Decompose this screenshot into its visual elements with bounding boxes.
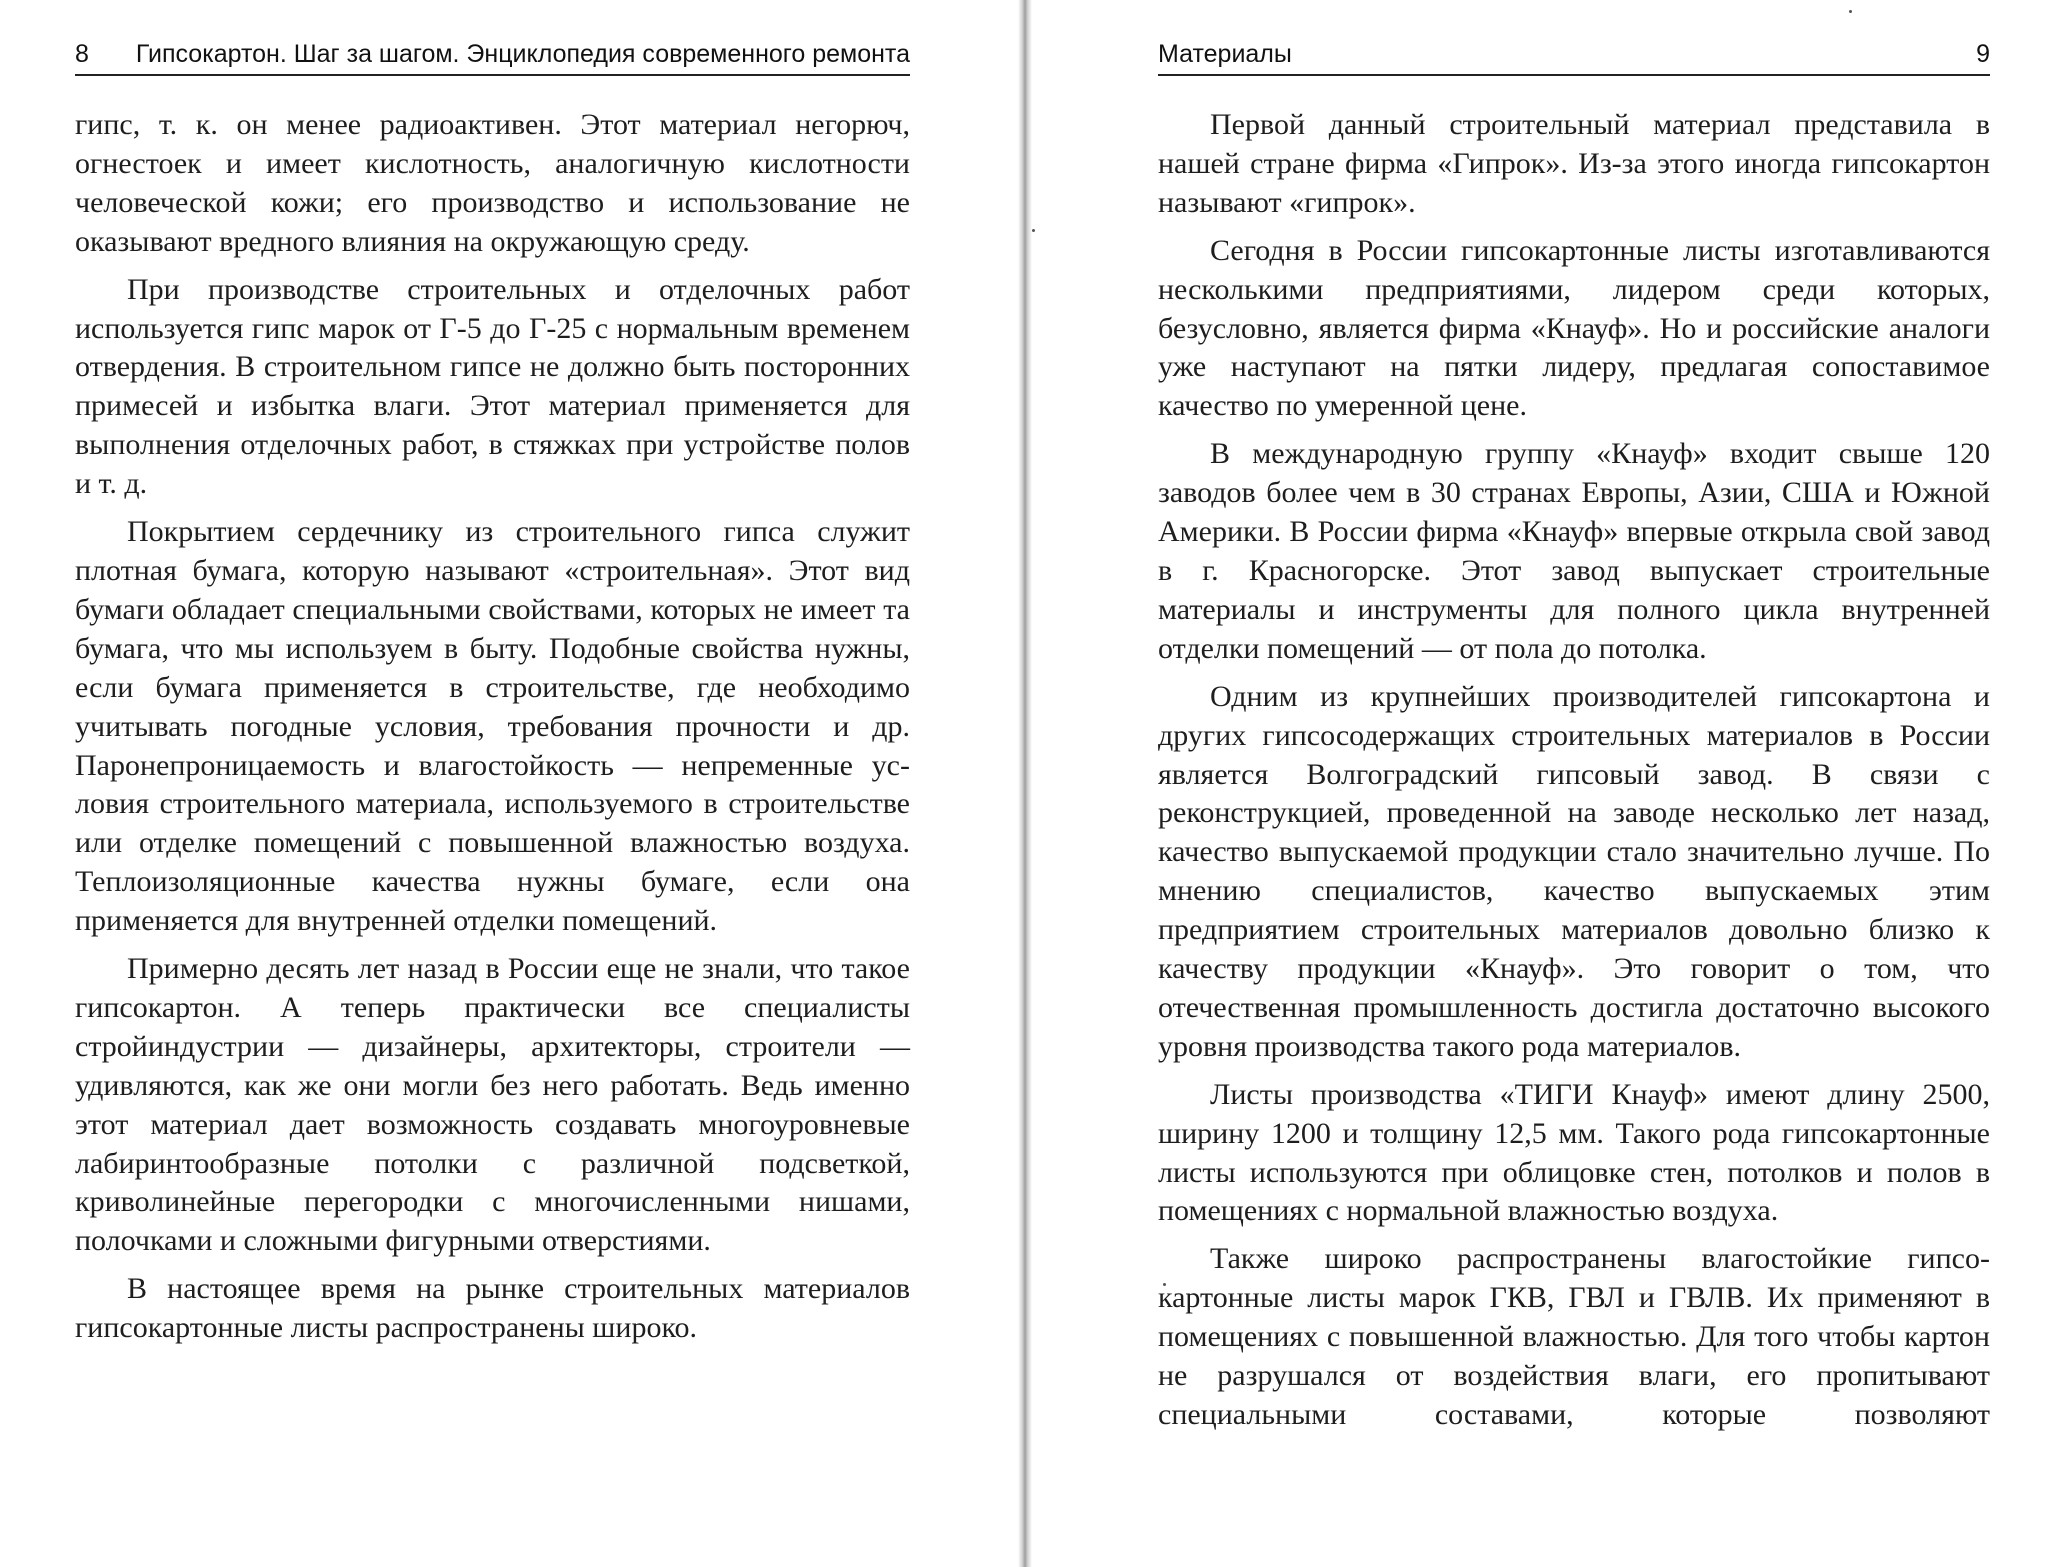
right-page-body [1158, 106, 1990, 1435]
book-gutter-shadow [1018, 0, 1032, 1567]
paragraph: Также широко распространены влагостойкие гипсокартонные листы марок ГКВ, ГВЛ и ГВЛВ. Их применяют в помещениях с повышенной влажностью. Для того чтобы картон не разрушался от воздействия влаги, его пропитывают специальными составами, которые позволяют [1158, 1242, 1990, 1431]
paragraph: В международную группу «Кнауф» входит свыше 120 заводов более чем в 30 странах Европы, Азии, США и Южной Америки. В России фирма «Кнауф» впервые открыла свой завод в г. Красногорске. Этот завод выпускает строительные материалы и инструменты для полного цикла внутренней отделки помещений — от пола до потолка. [1158, 437, 1990, 665]
left-running-title: Гипсокартон. Шаг за шагом. Энциклопедия современного ремонта [135, 40, 910, 68]
paragraph: В настоящее время на рынке строительных материалов гипсокартонные листы распространены широко. [75, 1272, 910, 1345]
print-speck [1849, 10, 1852, 13]
left-page-header [75, 30, 910, 76]
print-speck [1032, 229, 1035, 232]
right-running-title: Материалы [1158, 40, 1292, 68]
paragraph: Покрытием сердечнику из строительного гипса служит плотная бумага, которую называют «строительная». Этот вид бумаги обладает специальными свойствами, которых не имеет та бумага, что мы используем в быту. Подобные свойства нужны, если бумага применяется в строительстве, где необходимо учитывать погодные условия, требования прочности и др. Паронепроницаемость и влагостойкость — непременные условия строительного материала, используемого в строительстве или отделке помещений с повышенной влажностью воздуха. Теплоизоляционные качества нужны бумаге, если она применяется для внутренней отделки помещений. [75, 515, 910, 938]
left-page-body [75, 106, 910, 1348]
paragraph: Одним из крупнейших производителей гипсокартона и других гипсосодержащих строительных материалов в России является Волгоградский гипсовый завод. В связи с реконструкцией, проведенной на заводе несколько лет назад, качество выпускаемой продукции стало значительно лучше. По мнению специалистов, качество выпускаемых этим предприятием строительных материалов довольно близко к качеству продукции «Кнауф». Это говорит о том, что отечественная промышленность достигла достаточно высокого уровня производства такого рода материалов. [1158, 679, 1990, 1063]
paragraph: Примерно десять лет назад в России еще не знали, что такое гипсокартон. А теперь практически все специалисты стройиндустрии — дизайнеры, архитекторы, строители — удивляются, как же они могли без него работать. Ведь именно этот материал дает возможность создавать многоуровневые лабиринтообразные потолки с различной подсветкой, криволинейные перегородки с многочисленными нишами, полочками и сложными фигурными отверстиями. [75, 952, 910, 1258]
right-page-number: 9 [1976, 40, 1990, 68]
paragraph: При производстве строительных и отделочных работ используется гипс марок от Г-5 до Г-25 с нормальным временем отвердения. В строительном гипсе не должно быть посторонних примесей и избытка влаги. Этот материал применяется для выполнения отделочных работ, в стяжках при устройстве полов и т. д. [75, 272, 910, 501]
left-page [75, 30, 910, 1357]
paragraph: гипс, т. к. он менее радиоактивен. Этот материал негорюч, огнестоек и имеет кислотность, аналогичную кислотности человеческой кожи; его производство и использование не оказывают вредного влияния на окружающую среду. [75, 108, 910, 258]
right-page [1158, 30, 1990, 1444]
paragraph: Листы производства «ТИГИ Кнауф» имеют длину 2500, ширину 1200 и толщину 12,5 мм. Такого рода гипсокартонные листы используются при облицовке стен, потолков и полов в помещениях с нормальной влажностью воздуха. [1158, 1077, 1990, 1228]
left-page-number: 8 [75, 40, 89, 68]
right-page-header [1158, 30, 1990, 76]
paragraph: Сегодня в России гипсокартонные листы изготавливаются несколькими предприятиями, лидером среди которых, безусловно, является фирма «Кнауф». Но и российские аналоги уже наступают на пятки лидеру, предлагая сопоставимое качество по умеренной цене. [1158, 233, 1990, 423]
paragraph: Первой данный строительный материал представила в нашей стране фирма «Гипрок». Из-за этого иногда гипсокартон называют «гипрок». [1158, 108, 1990, 219]
